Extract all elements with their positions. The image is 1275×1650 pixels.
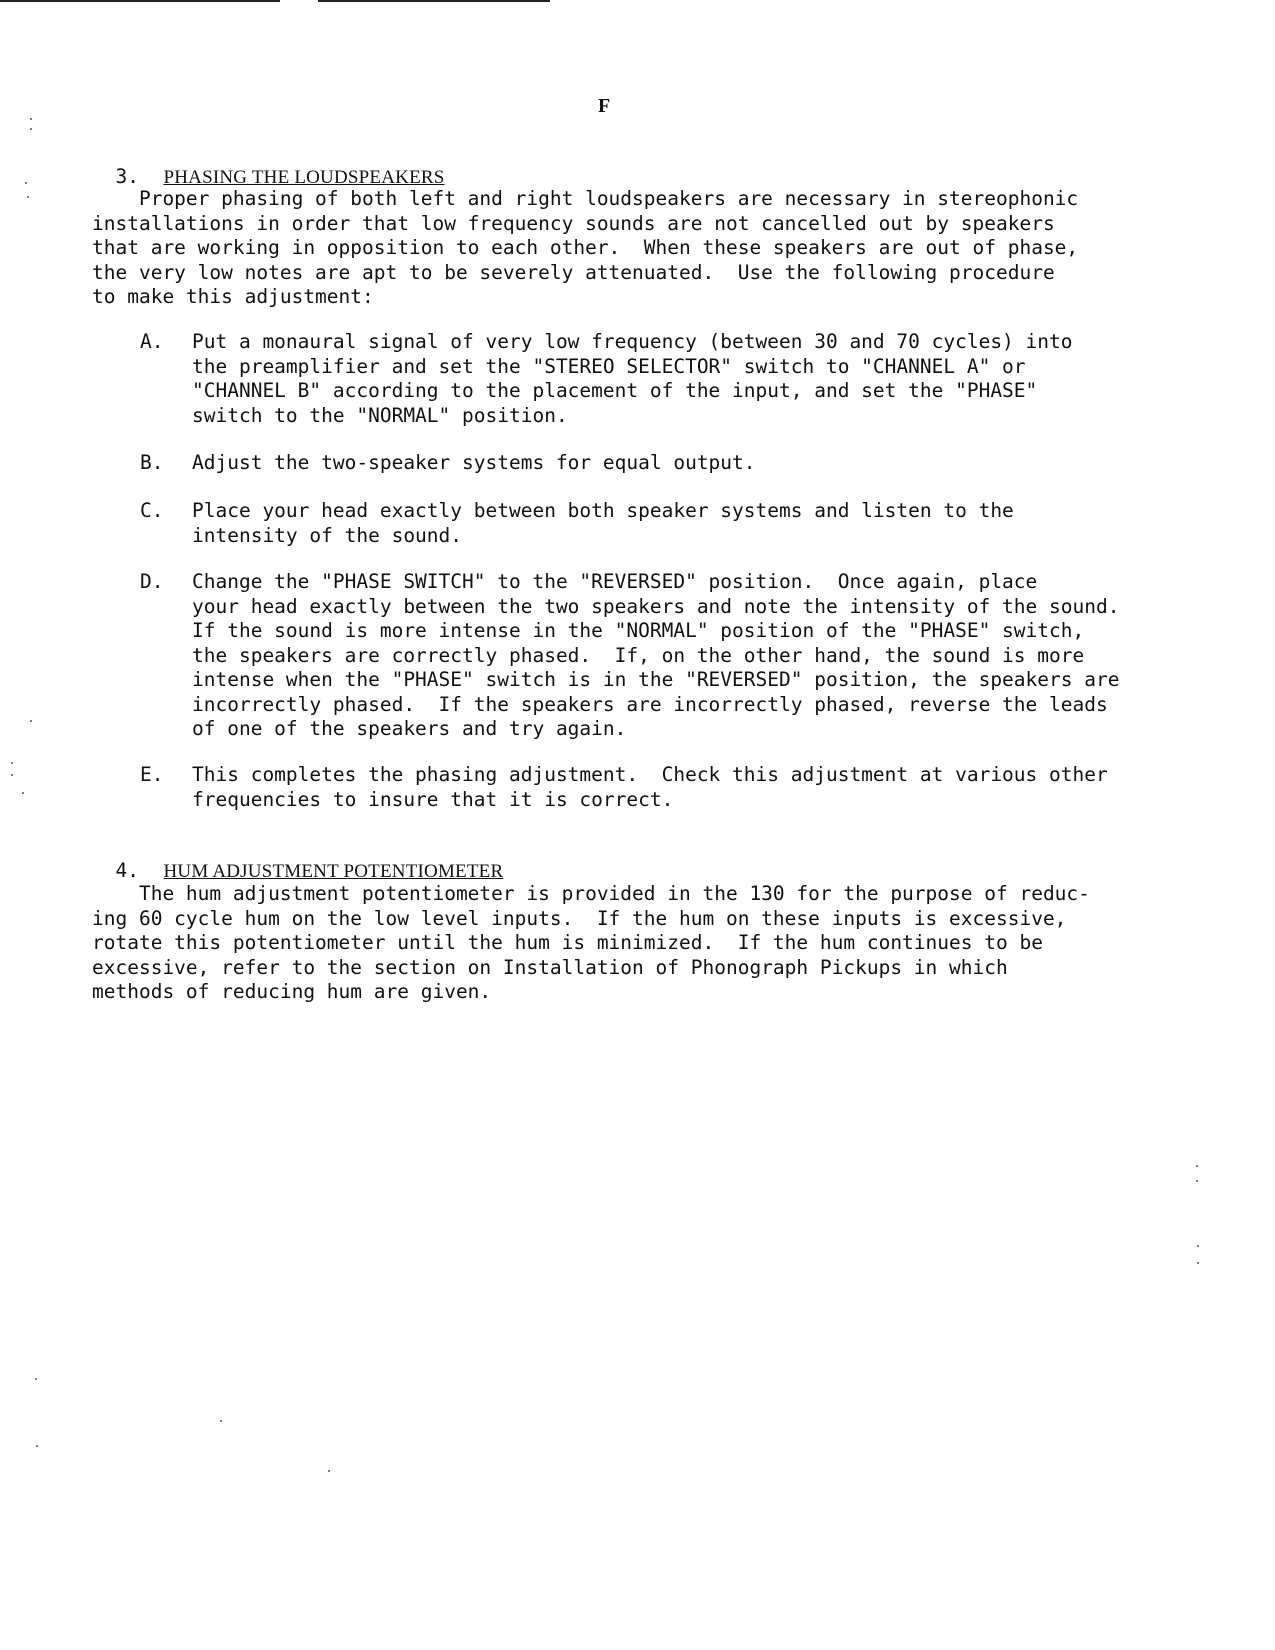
scan-speck	[27, 196, 29, 198]
scan-speck	[36, 1445, 38, 1447]
list-item-text: Place your head exactly between both speaker systems and listen to the intensity of the sound.	[192, 499, 1014, 547]
list-item-letter: D.	[140, 570, 164, 593]
section-3-heading	[92, 140, 445, 190]
section-4-body: The hum adjustment potentiometer is provided in the 130 for the purpose of reduc- ing 60 cycle hum on the low level inputs. If the hum on these inputs is excessive, rotate this potentiometer until the hum is minimized. If the hum continues to be excessive, refer to the section on Installation of Phonograph Pickups in which methods of reducing hum are given.	[92, 882, 1090, 1003]
scan-speck	[35, 1378, 37, 1380]
list-item-letter: A.	[140, 330, 164, 353]
scan-speck	[328, 1470, 330, 1472]
scan-speck	[11, 762, 13, 764]
list-item-text: Change the "PHASE SWITCH" to the "REVERSED" position. Once again, place your head exactly between the two speakers and note the intensity of the sound. If the sound is more intense in the "NORMAL" position of the "PHASE" switch, the speakers are correctly phased. If, on the other hand, the sound is more intense when the "PHASE" switch is in the "REVERSED" position, the speakers are incorrectly phased. If the speakers are incorrectly phased, reverse the leads of one of the speakers and try again.	[192, 570, 1120, 740]
scan-speck	[30, 128, 32, 130]
top-rule-right	[318, 0, 550, 2]
list-item-letter: C.	[140, 499, 164, 522]
scan-speck	[30, 720, 32, 722]
page-letter: F	[598, 95, 611, 117]
section-4-heading	[92, 834, 503, 884]
section-3-number: 3.	[115, 164, 139, 188]
scan-speck	[220, 1420, 222, 1422]
list-item-text: Put a monaural signal of very low frequency (between 30 and 70 cycles) into the preamplifier and set the "STEREO SELECTOR" switch to "CHANNEL A" or "CHANNEL B" according to the placement of the input, and set the "PHASE" switch to the "NORMAL" position.	[192, 330, 1073, 427]
scan-speck	[1196, 1165, 1198, 1167]
list-item-letter: B.	[140, 451, 164, 474]
scan-speck	[1196, 1180, 1198, 1182]
scan-speck	[22, 792, 24, 794]
section-4-number: 4.	[115, 858, 139, 882]
list-item-text: Adjust the two-speaker systems for equal output.	[192, 451, 756, 474]
section-3-intro: Proper phasing of both left and right loudspeakers are necessary in stereophonic installations in order that low frequency sounds are not cancelled out by speakers that are working in opposition to each other. When these speakers are out of phase, the very low notes are apt to be severely attenuated. Use the following procedure to make this adjustment:	[92, 187, 1079, 308]
scan-speck	[1197, 1262, 1199, 1264]
top-rule-left	[0, 0, 280, 2]
list-item-text: This completes the phasing adjustment. Check this adjustment at various other frequencies to insure that it is correct.	[192, 763, 1108, 811]
section-3-title: PHASING THE LOUDSPEAKERS	[163, 166, 445, 188]
scan-speck	[1197, 1245, 1199, 1247]
scan-speck	[25, 182, 27, 184]
list-item-letter: E.	[140, 763, 164, 786]
scan-speck	[30, 118, 32, 120]
scan-speck	[11, 774, 13, 776]
section-4-title: HUM ADJUSTMENT POTENTIOMETER	[163, 860, 504, 882]
